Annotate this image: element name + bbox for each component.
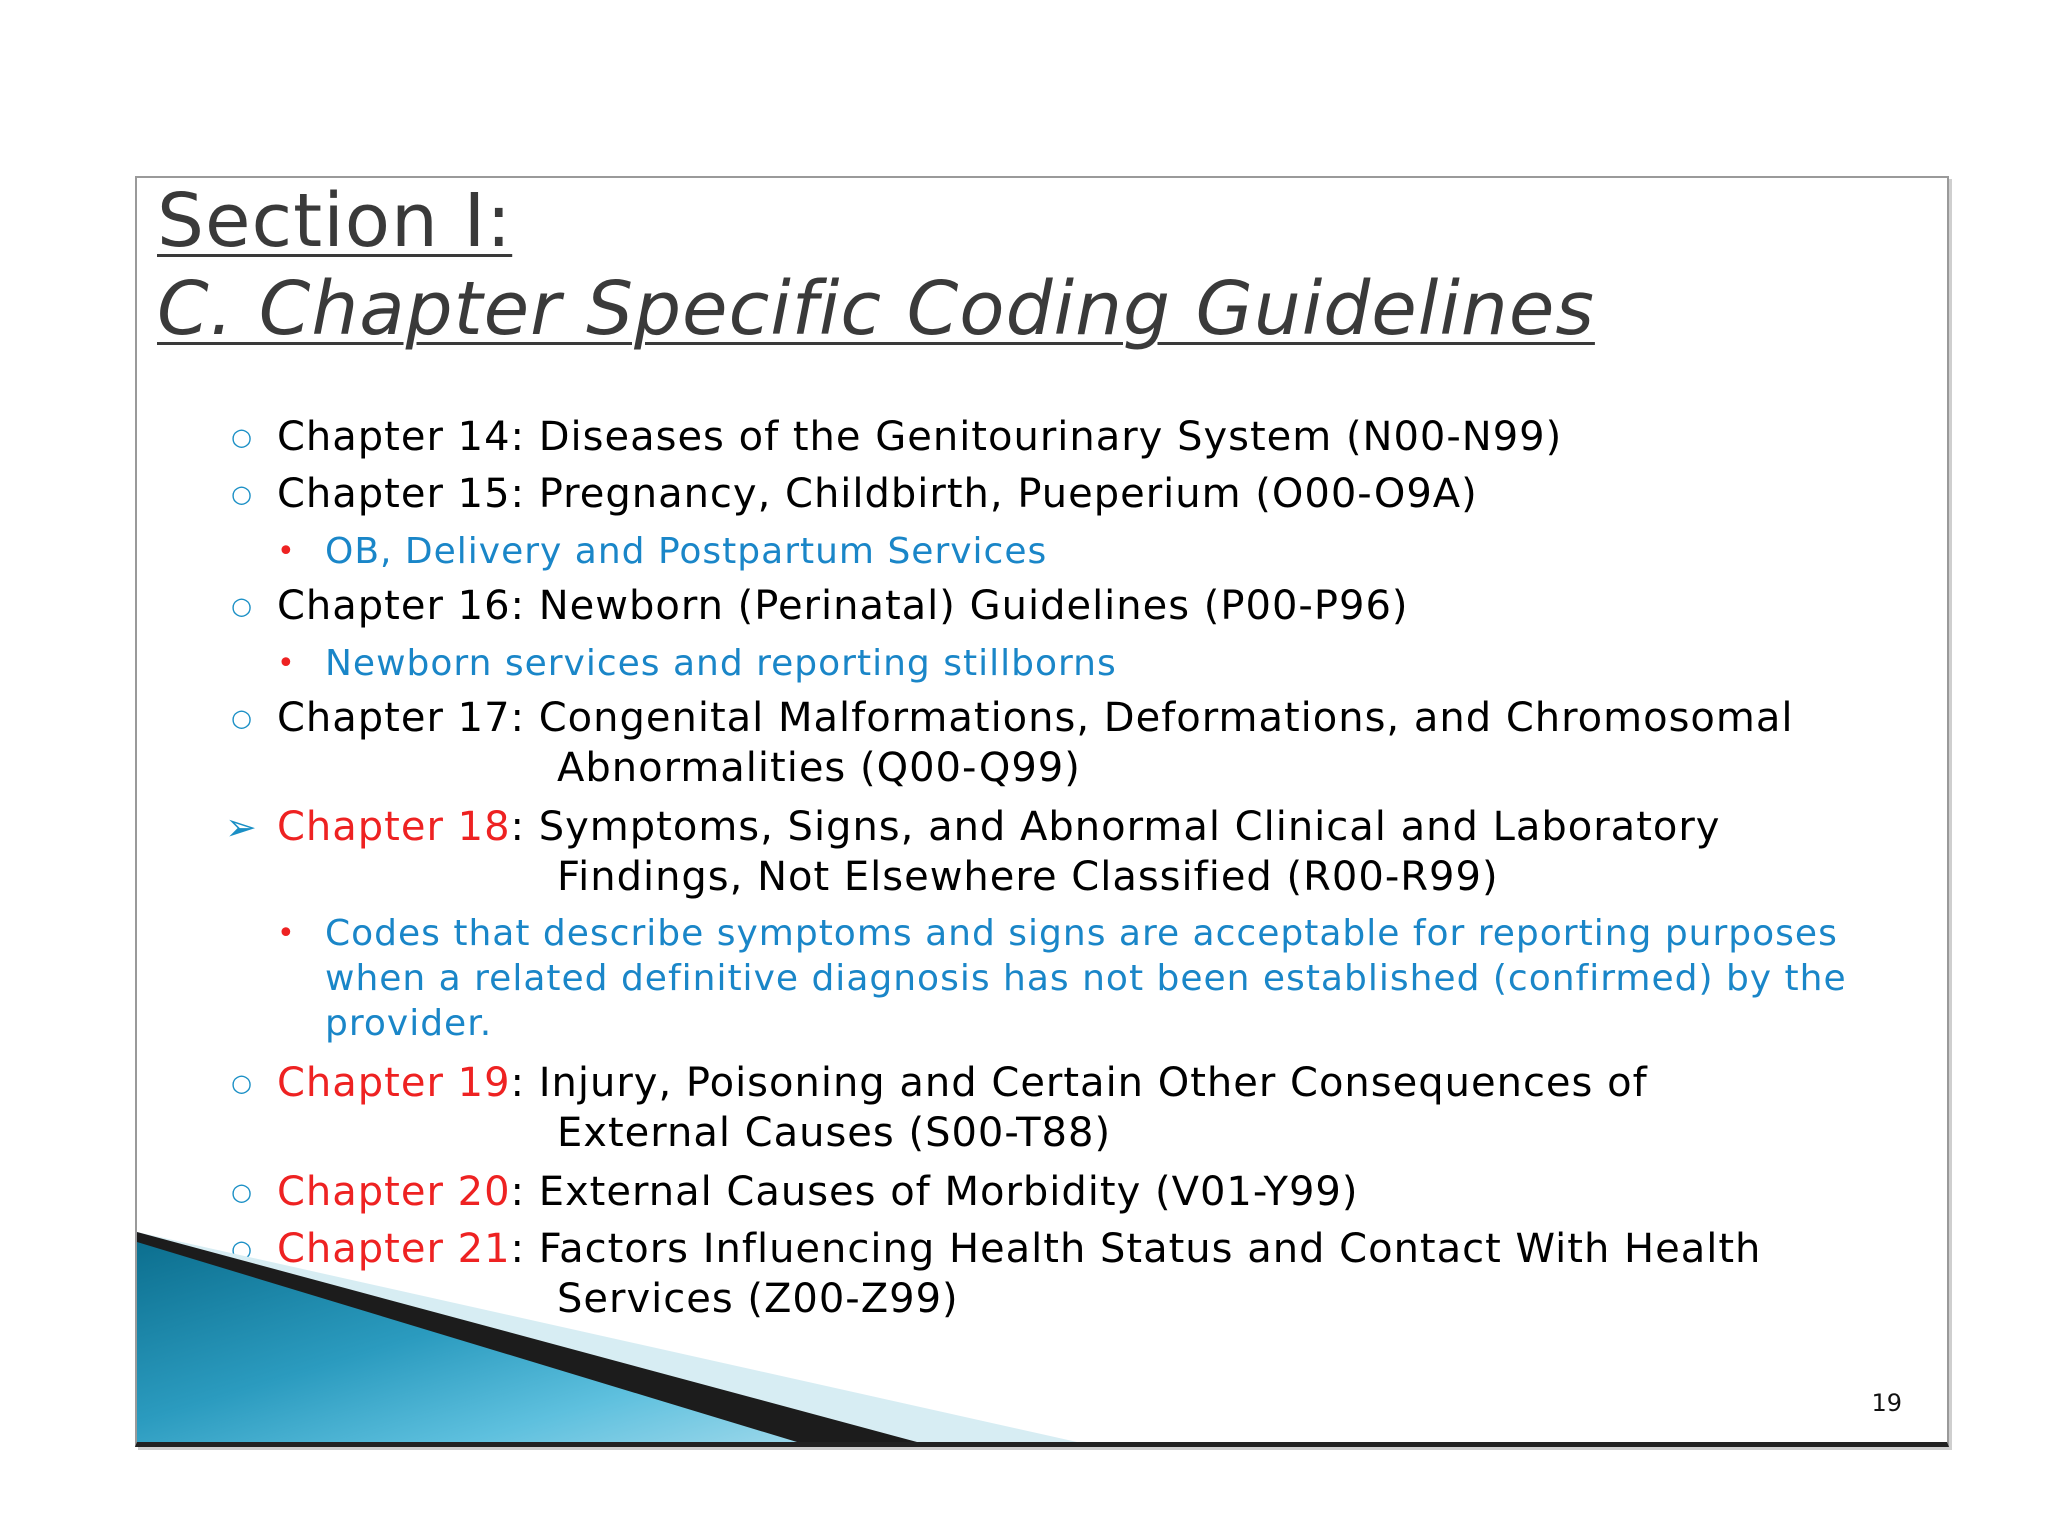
slide: [135, 176, 1949, 1447]
circle-bullet-icon: ○: [231, 704, 253, 732]
ch19-text-line1: Chapter 19: Injury, Poisoning and Certain Other Consequences of: [277, 1060, 1648, 1106]
dot-bullet-icon: •: [277, 534, 296, 569]
list-item-ch19: [137, 1058, 1947, 1158]
ch15-text: Chapter 15: Pregnancy, Childbirth, Pueperium (O00-O9A): [277, 471, 1478, 517]
circle-bullet-icon: ○: [231, 1235, 253, 1263]
circle-bullet-icon: ○: [231, 592, 253, 620]
ch19-label: Chapter 19: [277, 1060, 511, 1106]
ch18-subitem: • Codes that describe symptoms and signs are acceptable for reporting purposes when a related definitive diagnosis has not been established (confirmed) by the provider.: [277, 913, 1847, 1044]
circle-bullet-icon: ○: [231, 1069, 253, 1097]
ch20-label: Chapter 20: [277, 1169, 511, 1215]
page-number: 19: [1871, 1389, 1902, 1417]
ch18-text-line1: Chapter 18: Symptoms, Signs, and Abnormal Clinical and Laboratory: [277, 804, 1721, 850]
list-item-ch17: [137, 693, 1947, 793]
ch21-label: Chapter 21: [277, 1226, 511, 1272]
dot-bullet-icon: •: [277, 646, 296, 681]
section-title: Section I:: [157, 178, 513, 264]
ch14-text: Chapter 14: Diseases of the Genitourinary System (N00-N99): [277, 414, 1563, 460]
ch20-text: Chapter 20: External Causes of Morbidity (V01-Y99): [277, 1169, 1359, 1215]
decorative-corner-swoosh: [137, 1232, 1947, 1442]
ch16-text: Chapter 16: Newborn (Perinatal) Guidelines (P00-P96): [277, 583, 1409, 629]
ch21-text-line2: Services (Z00-Z99): [557, 1276, 959, 1322]
circle-bullet-icon: ○: [231, 480, 253, 508]
arrow-bullet-icon: ➢: [225, 805, 258, 849]
ch18-text-line2: Findings, Not Elsewhere Classified (R00-R99): [557, 854, 1499, 900]
list-item-ch18: [137, 802, 1947, 902]
ch21-text-line1: Chapter 21: Factors Influencing Health Status and Contact With Health: [277, 1226, 1762, 1272]
ch17-text-line2: Abnormalities (Q00-Q99): [557, 745, 1081, 791]
slide-shadow: [1947, 178, 1949, 1442]
chapter-list: ○ Chapter 14: Diseases of the Genitourinary System (N00-N99) ○ Chapter 15: Pregnancy, Childbirth, Pueperium (O00-O9A) • OB, Delivery and Postpartum Services ○ Chapter 16: Newborn (Perinatal) Guidelines (P00-P96) • Newborn services and reporting stillborns ○ Chapter 17: Congenital Malformations, Deformations, and Chromosomal Abnormalities (Q00-Q99) ➢ Chapter 18: Symptoms, Signs, and Abnormal Clinical and Laboratory Findings, Not Elsewhere Classified (R00-R99) • Codes that describe symptoms and signs are acceptable for reporting purposes when a related definitive diagnosis has not been established (confirmed) by the provider. ○ Chapter 19: Injury, Poisoning and Certain Other Consequences of External Causes (S00-T88) ○ Chapter 20: External Causes of Morbidity (V01-Y99) ○ Chapter 21: Factors Influencing Health Status and Contact With Health Services (Z00-Z99): [137, 178, 1947, 1442]
ch19-text-line2: External Causes (S00-T88): [557, 1110, 1112, 1156]
slide-title: C. Chapter Specific Coding Guidelines: [157, 266, 1595, 352]
ch18-label: Chapter 18: [277, 804, 511, 850]
dot-bullet-icon: •: [277, 916, 296, 951]
circle-bullet-icon: ○: [231, 423, 253, 451]
circle-bullet-icon: ○: [231, 1178, 253, 1206]
ch17-text-line1: Chapter 17: Congenital Malformations, Deformations, and Chromosomal: [277, 695, 1794, 741]
